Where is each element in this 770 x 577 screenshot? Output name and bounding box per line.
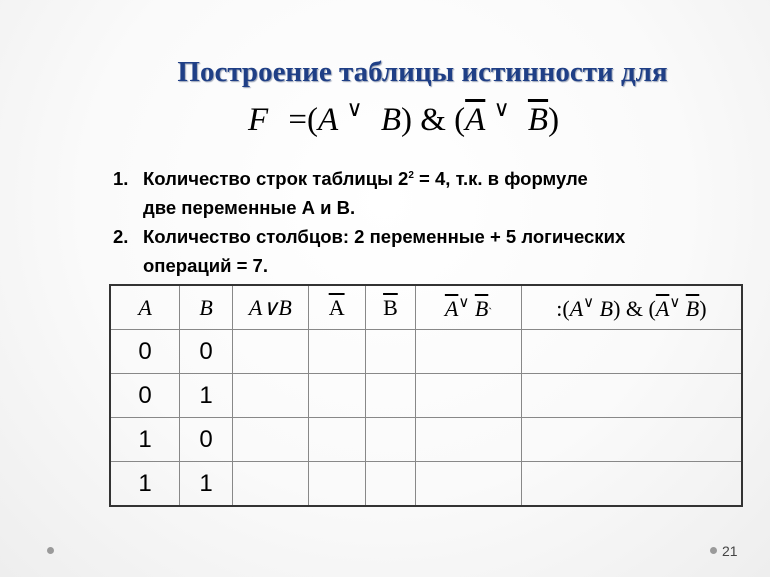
- formula-or-2: ∨: [493, 96, 510, 121]
- table-row: [110, 418, 742, 462]
- h7-or: ∨: [583, 295, 595, 311]
- header-not-a-or-not-b: [416, 285, 522, 330]
- h6-a: $\overline{A}$: [444, 296, 459, 321]
- cell-b: 1: [180, 374, 233, 418]
- formula-a: A: [318, 102, 339, 138]
- formula-or-1: ∨: [346, 96, 363, 121]
- h6-mark: `: [488, 305, 493, 319]
- formula-eq: =(: [288, 102, 319, 138]
- h7-not-b: $\overline{B}$: [685, 296, 700, 321]
- header-a: A: [110, 285, 180, 330]
- formula-close: ): [548, 102, 560, 138]
- numbered-list: [113, 164, 763, 280]
- header-b: B: [180, 285, 233, 330]
- cell-empty: [365, 462, 416, 507]
- not-b-label: $\overline{B}$: [383, 294, 398, 320]
- exponent: 2: [408, 169, 414, 181]
- page-number: 21: [722, 543, 738, 559]
- list-text: операций = 7.: [143, 255, 268, 276]
- h7-a: A: [569, 296, 584, 321]
- cell-b: 0: [180, 330, 233, 374]
- cell-empty: [416, 462, 522, 507]
- cell-empty: [416, 330, 522, 374]
- h7-mid: ) & (: [613, 296, 656, 321]
- cell-a: 0: [110, 374, 180, 418]
- list-text: = 4, т.к. в формуле: [413, 168, 588, 189]
- formula-b: B: [380, 102, 401, 138]
- footer-bullet-left-icon: [47, 547, 54, 554]
- table-header-row: [110, 285, 742, 330]
- formula: [248, 96, 559, 139]
- list-text: две переменные А и В.: [143, 197, 356, 218]
- table-row: [110, 330, 742, 374]
- cell-b: 1: [180, 462, 233, 507]
- header-not-a: [308, 285, 365, 330]
- h6-or: ∨: [458, 295, 470, 311]
- cell-empty: [365, 374, 416, 418]
- cell-empty: [232, 418, 308, 462]
- not-a-label: $\overline{A}$: [328, 294, 345, 320]
- cell-empty: [308, 374, 365, 418]
- slide-title: Построение таблицы истинности для: [177, 56, 668, 88]
- footer-bullet-right-icon: [710, 547, 717, 554]
- truth-table: [109, 284, 743, 507]
- h7-pre: :(: [556, 296, 570, 321]
- list-item: [113, 164, 763, 222]
- list-number: 2.: [113, 226, 129, 247]
- h7-b: B: [599, 296, 614, 321]
- cell-a: 1: [110, 462, 180, 507]
- h6-b: $\overline{B}$: [474, 296, 489, 321]
- cell-empty: [232, 330, 308, 374]
- formula-f: F: [248, 102, 269, 138]
- formula-not-a: $\overline{A}$: [465, 102, 486, 138]
- header-result: [521, 285, 742, 330]
- h7-or-2: ∨: [669, 295, 681, 311]
- cell-empty: [365, 330, 416, 374]
- cell-empty: [416, 374, 522, 418]
- cell-empty: [232, 462, 308, 507]
- list-item: [113, 222, 763, 280]
- h7-close: ): [699, 296, 707, 321]
- cell-b: 0: [180, 418, 233, 462]
- header-a-or-b: A∨B: [232, 285, 308, 330]
- cell-a: 0: [110, 330, 180, 374]
- formula-mid: ) & (: [400, 102, 466, 138]
- cell-empty: [521, 462, 742, 507]
- cell-empty: [521, 418, 742, 462]
- cell-empty: [416, 418, 522, 462]
- cell-empty: [365, 418, 416, 462]
- cell-empty: [521, 330, 742, 374]
- cell-empty: [308, 330, 365, 374]
- cell-a: 1: [110, 418, 180, 462]
- list-text: Количество столбцов: 2 переменные + 5 логических: [143, 226, 626, 247]
- table-row: [110, 374, 742, 418]
- cell-empty: [232, 374, 308, 418]
- formula-not-b: $\overline{B}$: [527, 102, 549, 138]
- list-text: Количество строк таблицы 2: [143, 168, 409, 189]
- h7-not-a: $\overline{A}$: [655, 296, 670, 321]
- cell-empty: [521, 374, 742, 418]
- list-number: 1.: [113, 168, 129, 189]
- table-row: [110, 462, 742, 507]
- cell-empty: [308, 462, 365, 507]
- header-not-b: [365, 285, 416, 330]
- cell-empty: [308, 418, 365, 462]
